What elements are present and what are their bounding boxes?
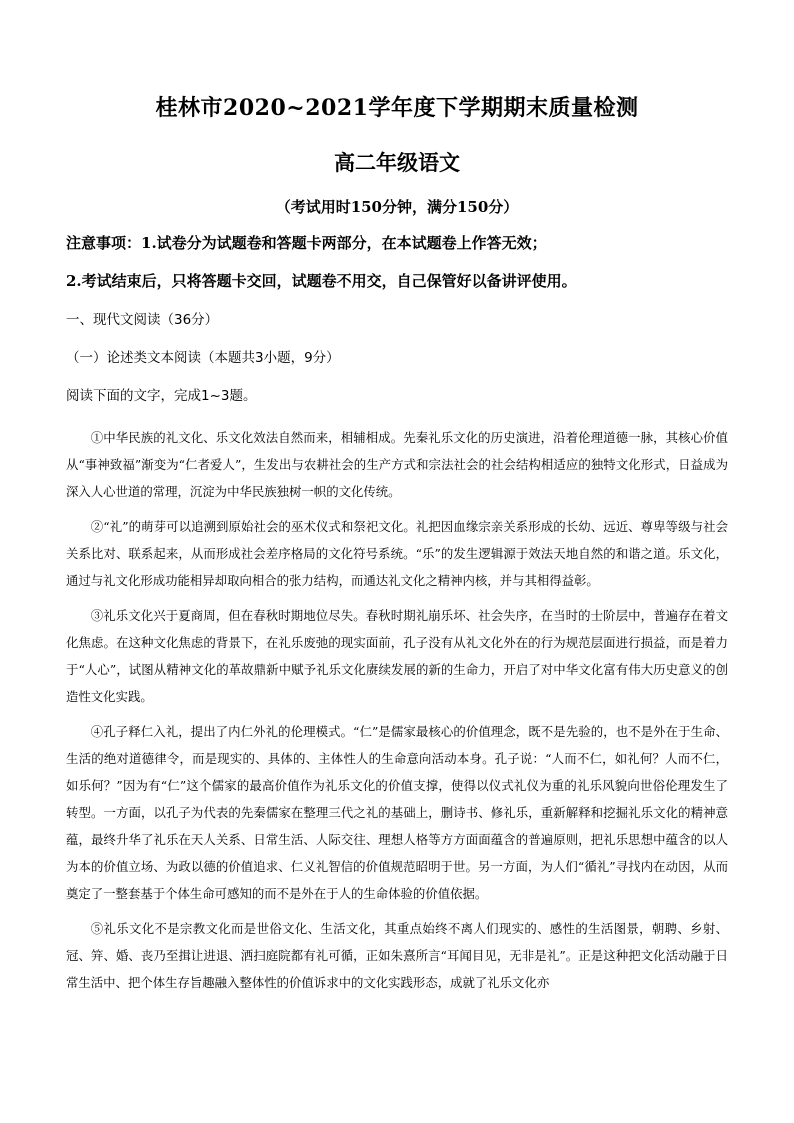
notice-line-2: 2.考试结束后，只将答题卡交回，试题卷不用交，自己保管好以备讲评使用。 — [66, 272, 577, 290]
passage-paragraph-1: ①中华民族的礼文化、乐文化效法自然而来，相辅相成。先秦礼乐文化的历史演进，沿着伦理道德一脉，其核心价值从“事神致福”渐变为“仁者爱人”，生发出与农耕社会的生产方式和宗法社会的社会结构相适应的独特文化形式，日益成为深入人心世道的常理，沉淀为中华民族独树一帜的文化传统。 — [66, 430, 728, 499]
exam-title: 桂林市2020~2021学年度下学期期末质量检测 — [155, 95, 639, 121]
section-instruction: 阅读下面的文字，完成1~3题。 — [66, 388, 257, 404]
notice-line-1: 注意事项：1.试卷分为试题卷和答题卡两部分，在本试题卷上作答无效； — [66, 234, 547, 252]
passage-paragraph-2: ②“礼”的萌芽可以追溯到原始社会的巫术仪式和祭祀文化。礼把因血缘宗亲关系形成的长幼、远近、尊卑等级与社会关系比对、联系起来，从而形成社会差序格局的文化符号系统。“乐”的发生逻辑源于效法天地自然的和谐之道。乐文化，通过与礼文化形成功能相异却取向相合的张力结构，而通达礼文化之精神内核，并与其相得益彰。 — [66, 519, 728, 588]
passage-paragraph-3: ③礼乐文化兴于夏商周，但在春秋时期地位尽失。春秋时期礼崩乐坏、社会失序，在当时的士阶层中，普遍存在着文化焦虑。在这种文化焦虑的背景下，在礼乐废弛的现实面前，孔子没有从礼文化外在的行为规范层面进行损益，而是着力于“人心”，试图从精神文化的革故鼎新中赋予礼乐文化赓续发展的新的生命力，开启了对中华文化富有伟大历史意义的创造性文化实践。 — [66, 608, 728, 704]
exam-subtitle: 高二年级语文 — [334, 150, 460, 175]
section-subheading: （一）论述类文本阅读（本题共3小题，9分） — [66, 350, 340, 366]
section-heading: 一、现代文阅读（36分） — [66, 312, 219, 328]
passage-paragraph-4: ④孔子释仁入礼，提出了内仁外礼的伦理模式。“仁”是儒家最核心的价值理念，既不是先验的，也不是外在于生命、生活的绝对道德律令，而是现实的、具体的、主体性人的生命意向活动本身。孔子说：“人而不仁，如礼何？人而不仁，如乐何？”因为有“仁”这个儒家的最高价值作为礼乐文化的价值支撑，使得以仪式礼仪为重的礼乐风貌向世俗伦理发生了转型。一方面，以孔子为代表的先秦儒家在整理三代之礼的基础上，删诗书、修礼乐，重新解释和挖掘礼乐文化的精神意蕴，最终升华了礼乐在天人关系、日常生活、人际交往、理想人格等方方面面蕴含的普遍原则，把礼乐思想中蕴含的以人为本的价值立场、为政以德的价值追求、仁义礼智信的价值规范昭明于世。另一方面，为人们“循礼”寻找内在动因，从而奠定了一整套基于个体生命可感知的而不是外在于人的生命体验的价值依据。 — [66, 724, 728, 901]
exam-info: （考试用时150分钟，满分150分） — [275, 198, 519, 216]
passage-paragraph-5: ⑤礼乐文化不是宗教文化而是世俗文化、生活文化，其重点始终不离人们现实的、感性的生活图景，朝聘、乡射、冠、笄、婚、丧乃至揖让进退、洒扫庭院都有礼可循，正如朱熹所言“耳闻目见，无非是礼”。正是这种把文化活动融于日常生活中、把个体生存旨趣融入整体性的价值诉求中的文化实践形态，成就了礼乐文化亦 — [66, 921, 728, 990]
